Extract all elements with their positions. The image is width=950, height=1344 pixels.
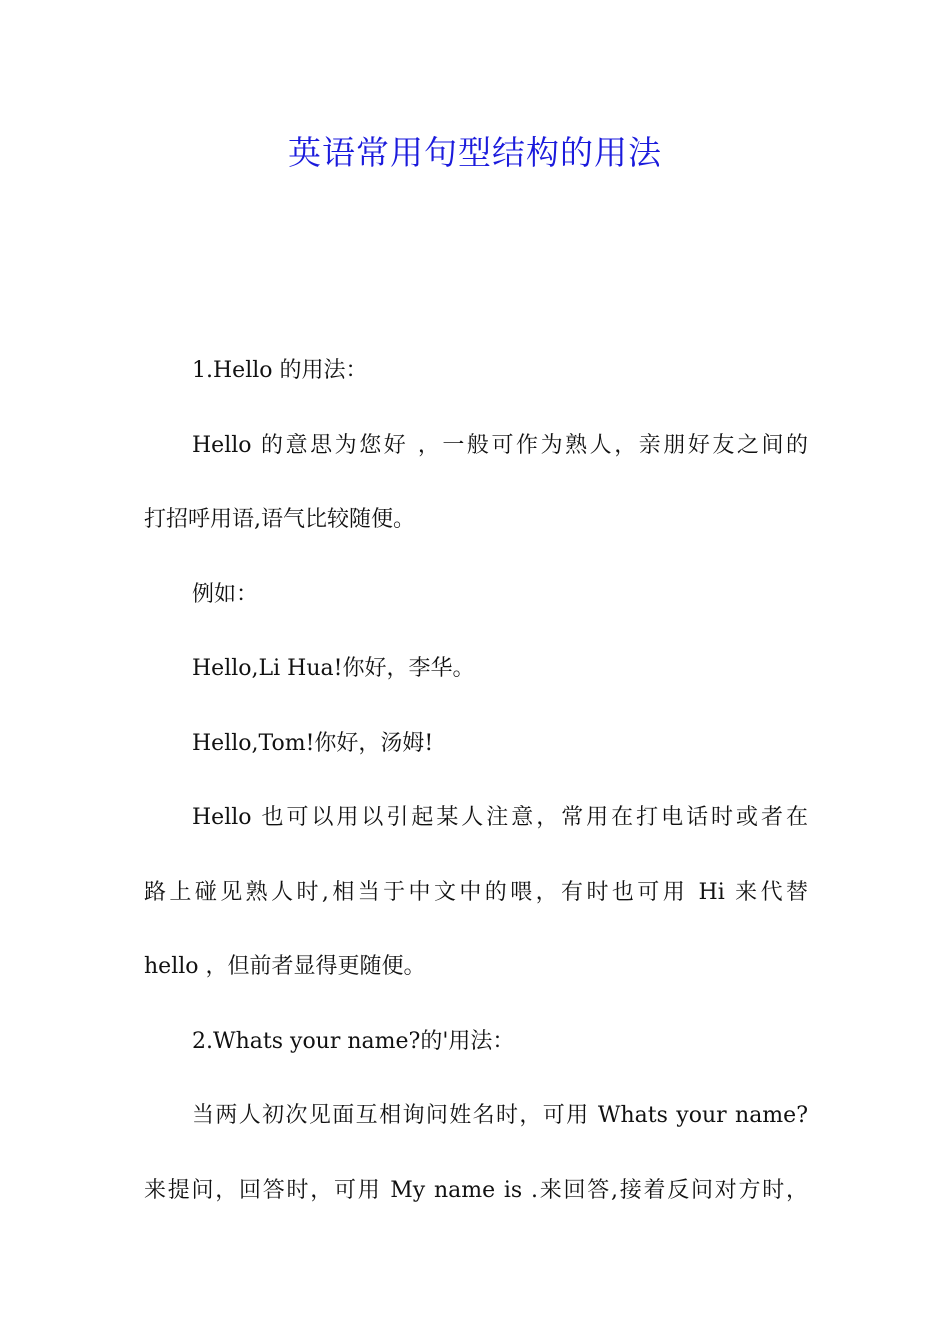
document-body bbox=[144, 334, 808, 1228]
section-heading-hello: 1.Hello 的用法： bbox=[192, 358, 368, 383]
paragraph-line: 当两人初次见面互相询问姓名时，可用 Whats your name? bbox=[192, 1103, 808, 1128]
paragraph-line: Hello 的意思为您好 ，一般可作为熟人，亲朋好友之间的 bbox=[192, 432, 808, 458]
example-line: Hello,Tom!你好，汤姆! bbox=[192, 730, 434, 756]
document-title: 英语常用句型结构的用法 bbox=[288, 133, 662, 172]
paragraph-line: Hello 也可以用以引起某人注意，常用在打电话时或者在 bbox=[192, 805, 808, 830]
paragraph-line: 例如： bbox=[192, 581, 259, 607]
section-heading-whats-your-name: 2.Whats your name?的'用法： bbox=[192, 1028, 515, 1054]
paragraph-line: 路上碰见熟人时,相当于中文中的喂，有时也可用 Hi 来代替 bbox=[144, 879, 808, 905]
example-line: Hello,Li Hua!你好，李华。 bbox=[192, 656, 475, 681]
paragraph-line: 打招呼用语,语气比较随便。 bbox=[144, 507, 415, 532]
paragraph-line: 来提问，回答时，可用 My name is .来回答,接着反问对方时， bbox=[144, 1177, 808, 1203]
paragraph-line: hello ，但前者显得更随便。 bbox=[144, 954, 426, 979]
